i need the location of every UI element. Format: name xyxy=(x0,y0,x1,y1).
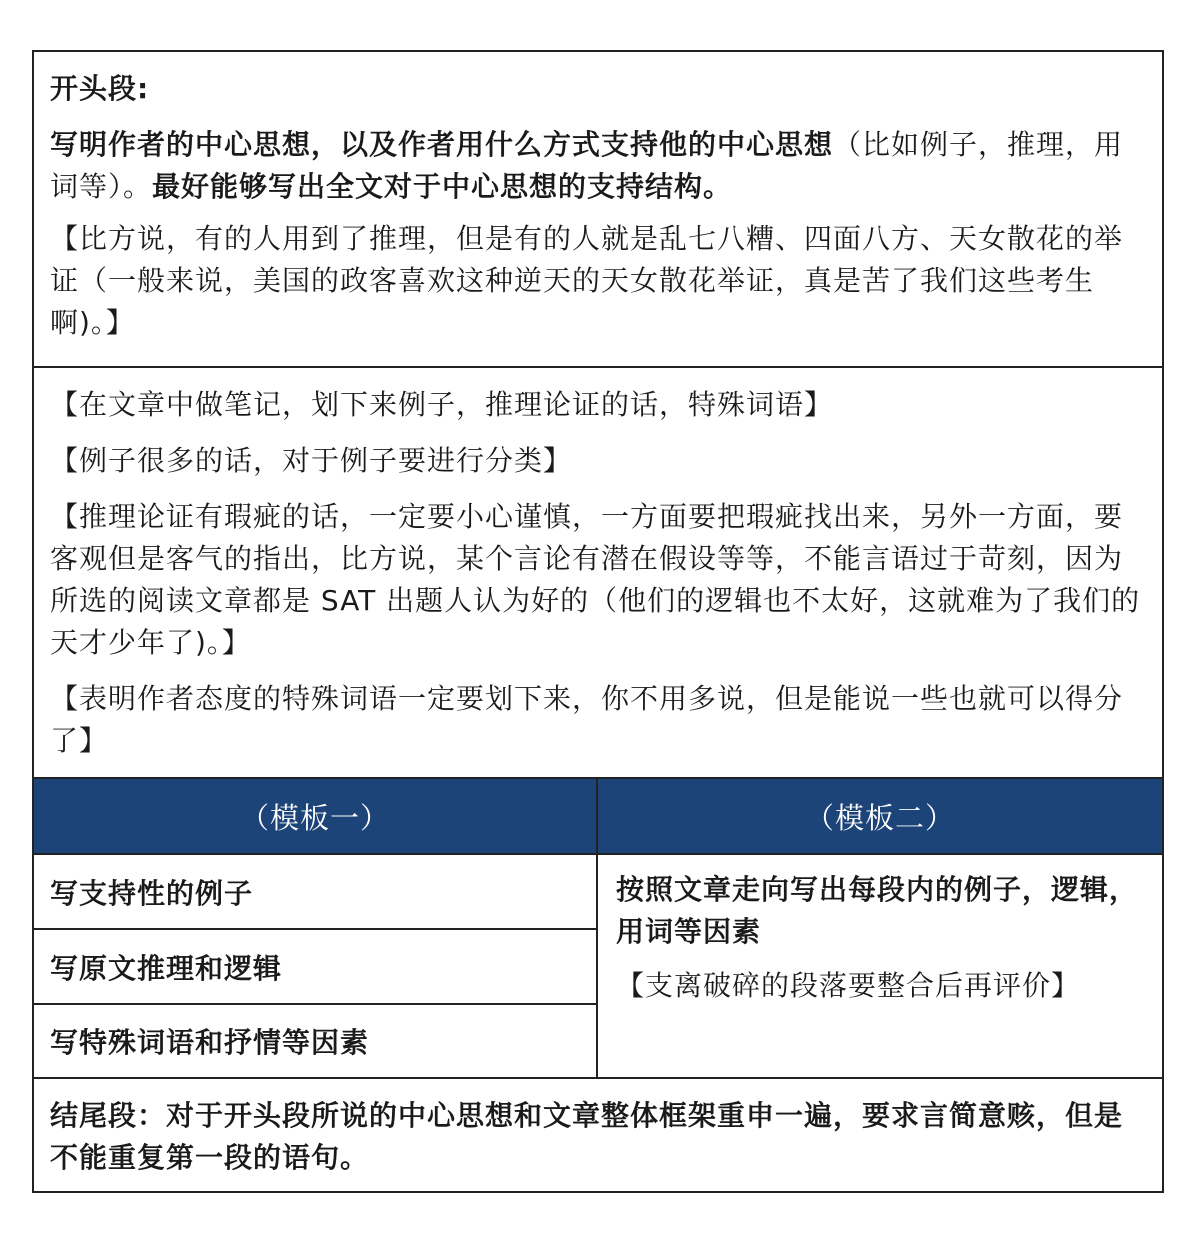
opening-instruction-structure: 最好能够写出全文对于中心思想的支持结构。 xyxy=(152,170,733,203)
opening-example-note: 【比方说，有的人用到了推理，但是有的人就是乱七八糟、四面八方、天女散花的举证（一般来说，美国的政客喜欢这种逆天的天女散花举证，真是苦了我们这些考生啊)。】 xyxy=(50,222,1124,339)
template-two-instruction: 按照文章走向写出每段内的例子，逻辑，用词等因素 xyxy=(616,873,1139,949)
template-one-row: 写原文推理和逻辑 xyxy=(34,930,596,1005)
template-one-header: （模板一） xyxy=(34,779,596,855)
essay-template-table xyxy=(32,50,1164,1193)
note-item: 【在文章中做笔记，划下来例子，推理论证的话，特殊词语】 xyxy=(50,387,834,421)
note-taking-section xyxy=(34,368,1162,780)
template-two-note: 【支离破碎的段落要整合后再评价】 xyxy=(616,969,1081,1003)
note-item: 【例子很多的话，对于例子要进行分类】 xyxy=(50,443,573,477)
template-two-header: （模板二） xyxy=(598,779,1162,855)
template-one-column xyxy=(34,779,598,1077)
opening-instruction xyxy=(50,124,1146,208)
closing-instruction: 结尾段：对于开头段所说的中心思想和文章整体框架重申一遍，要求言简意赅，但是不能重复第一段的语句。 xyxy=(50,1099,1124,1175)
template-one-row: 写特殊词语和抒情等因素 xyxy=(50,1026,370,1060)
opening-instruction-main: 写明作者的中心思想，以及作者用什么方式支持他的中心思想 xyxy=(50,128,834,161)
note-item: 【推理论证有瑕疵的话，一定要小心谨慎，一方面要把瑕疵找出来，另外一方面，要客观但是客气的指出，比方说，某个言论有潜在假设等等，不能言语过于苛刻，因为所选的阅读文章都是 SAT 出题人认为好的（他们的逻辑也不太好，这就难为了我们的天才少年了)。】 xyxy=(50,499,1141,659)
template-two-body xyxy=(598,855,1162,1019)
body-templates xyxy=(34,779,1162,1079)
template-two-column xyxy=(598,779,1162,1077)
template-one-row: 写支持性的例子 xyxy=(34,855,596,930)
closing-paragraph-section xyxy=(34,1079,1162,1191)
opening-instruction-examples: （比如例子，推理，用词等）。 xyxy=(50,128,1124,203)
opening-paragraph-section xyxy=(34,52,1162,368)
note-item: 【表明作者态度的特殊词语一定要划下来，你不用多说，但是能说一些也就可以得分了】 xyxy=(50,681,1124,757)
opening-heading: 开头段: xyxy=(50,72,150,105)
